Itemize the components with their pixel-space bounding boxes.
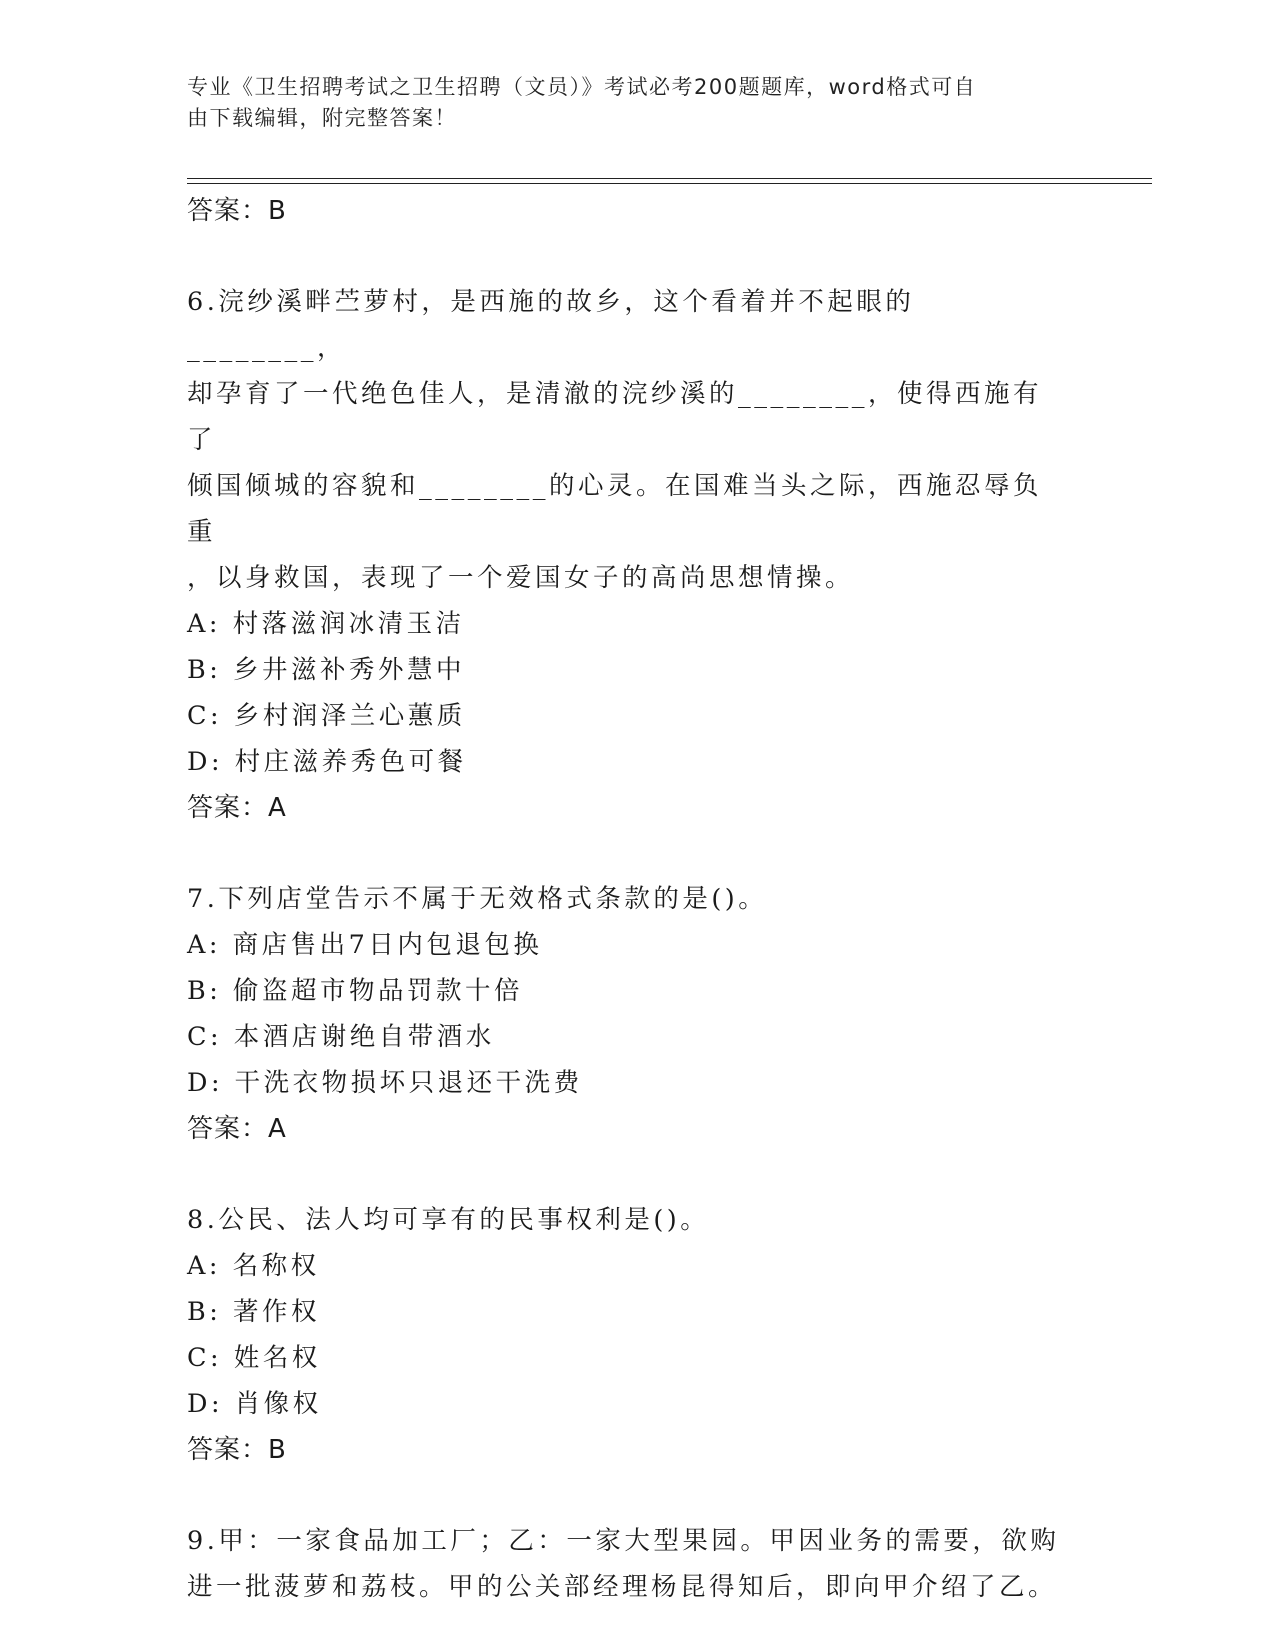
option-c: C: 姓名权	[187, 1343, 321, 1373]
question-line: ，以身救国，表现了一个爱国女子的高尚思想情操。	[187, 563, 855, 593]
question-block	[187, 1197, 1067, 1473]
question-block	[187, 876, 1067, 1152]
option-a: A: 村落滋润冰清玉洁	[187, 609, 465, 639]
question-line: 进一批菠萝和荔枝。甲的公关部经理杨昆得知后，即向甲介绍了乙。	[187, 1572, 1058, 1602]
option-d: D: 干洗衣物损坏只退还干洗费	[187, 1068, 583, 1098]
answer-line: 答案：A	[187, 1114, 287, 1144]
header-divider-bottom	[187, 183, 1152, 184]
answer-line: 答案：A	[187, 793, 287, 823]
question-line: 7.下列店堂告示不属于无效格式条款的是()。	[187, 884, 768, 914]
option-b: B: 乡井滋补秀外慧中	[187, 655, 465, 685]
option-c: C: 乡村润泽兰心蕙质	[187, 701, 466, 731]
question-list	[187, 188, 1067, 1610]
question-block	[187, 1518, 1067, 1610]
option-a: A: 名称权	[187, 1251, 320, 1281]
option-c: C: 本酒店谢绝自带酒水	[187, 1022, 495, 1052]
option-b: B: 著作权	[187, 1297, 320, 1327]
answer-line: 答案：B	[187, 196, 287, 226]
question-line: 6.浣纱溪畔苎萝村，是西施的故乡，这个看着并不起眼的________，	[187, 287, 915, 363]
question-line: 8.公民、法人均可享有的民事权利是()。	[187, 1205, 710, 1235]
question-block	[187, 279, 1067, 831]
option-d: D: 肖像权	[187, 1389, 322, 1419]
option-a: A: 商店售出7日内包退包换	[187, 930, 543, 960]
page-header	[187, 72, 1067, 134]
header-line-2: 由下载编辑，附完整答案！	[187, 106, 457, 130]
option-d: D: 村庄滋养秀色可餐	[187, 747, 467, 777]
question-line: 倾国倾城的容貌和________的心灵。在国难当头之际，西施忍辱负重	[187, 471, 1043, 547]
answer-line: 答案：B	[187, 1435, 287, 1465]
question-line: 9.甲：一家食品加工厂；乙：一家大型果园。甲因业务的需要，欲购	[187, 1526, 1060, 1556]
header-line-1: 专业《卫生招聘考试之卫生招聘（文员）》考试必考200题题库，word格式可自	[187, 75, 977, 99]
header-divider-top	[187, 178, 1152, 179]
option-b: B: 偷盗超市物品罚款十倍	[187, 976, 523, 1006]
question-line: 却孕育了一代绝色佳人，是清澈的浣纱溪的________，使得西施有了	[187, 379, 1043, 455]
